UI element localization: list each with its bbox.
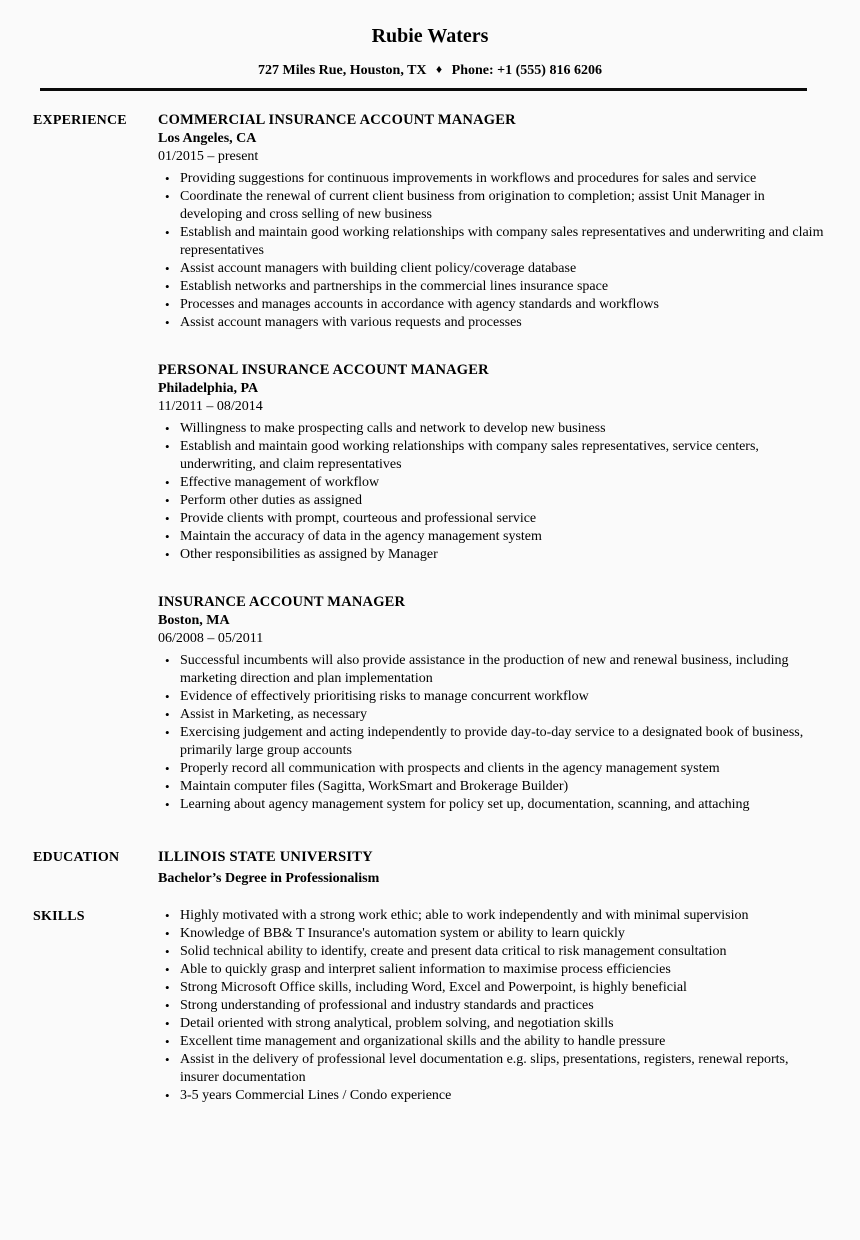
bullet-item: • Effective management of workflow: [158, 474, 830, 492]
section-education: [0, 848, 860, 888]
bullet-item: • Learning about agency management system for policy set up, documentation, scanning, and attaching: [158, 796, 830, 814]
job-entry-personal: [158, 361, 830, 564]
bullet-item: • Detail oriented with strong analytical, problem solving, and negotiation skills: [158, 1015, 830, 1033]
skills-body: [158, 907, 830, 1105]
bullet-item: • Evidence of effectively prioritising risks to manage concurrent workflow: [158, 688, 830, 706]
job-bullet-list: [158, 420, 830, 564]
bullet-item: • Assist in the delivery of professional level documentation e.g. slips, presentations, registers, renewal reports, insurer documentation: [158, 1051, 830, 1087]
job-location: Los Angeles, CA: [158, 131, 257, 146]
job-location: Philadelphia, PA: [158, 381, 259, 396]
bullet-item: • Successful incumbents will also provide assistance in the production of new and renewal business, including marketing direction and plan implementation: [158, 652, 830, 688]
job-entry-insurance: [158, 593, 830, 814]
job-bullet-list: [158, 170, 830, 332]
bullet-item: • Highly motivated with a strong work ethic; able to work independently and with minimal supervision: [158, 907, 830, 925]
education-body: [158, 848, 830, 888]
bullet-item: • Maintain the accuracy of data in the agency management system: [158, 528, 830, 546]
experience-label: EXPERIENCE: [33, 113, 127, 128]
bullet-item: • Exercising judgement and acting independently to provide day-to-day service to a designated book of business, primarily large group accounts: [158, 724, 830, 760]
job-dates: 11/2011 – 08/2014: [158, 399, 263, 414]
bullet-item: • Properly record all communication with prospects and clients in the agency management system: [158, 760, 830, 778]
job-location: Boston, MA: [158, 613, 230, 628]
phone-text: Phone: +1 (555) 816 6206: [451, 63, 602, 78]
bullet-item: • Solid technical ability to identify, create and present data critical to risk management consultation: [158, 943, 830, 961]
bullet-item: • Perform other duties as assigned: [158, 492, 830, 510]
job-title: COMMERCIAL INSURANCE ACCOUNT MANAGER: [158, 112, 516, 128]
section-skills: [0, 907, 860, 1105]
bullet-item: • Providing suggestions for continuous improvements in workflows and procedures for sales and service: [158, 170, 830, 188]
bullet-item: • Establish networks and partnerships in the commercial lines insurance space: [158, 278, 830, 296]
bullet-item: • Coordinate the renewal of current client business from origination to completion; assist Unit Manager in developing and cross selling of new business: [158, 188, 830, 224]
job-bullet-list: [158, 652, 830, 814]
bullet-item: • Assist in Marketing, as necessary: [158, 706, 830, 724]
bullet-item: • Processes and manages accounts in accordance with agency standards and workflows: [158, 296, 830, 314]
school-name: ILLINOIS STATE UNIVERSITY: [158, 849, 373, 865]
bullet-item: • Provide clients with prompt, courteous and professional service: [158, 510, 830, 528]
job-entry-commercial: [158, 111, 830, 332]
section-experience: [0, 111, 860, 814]
bullet-item: • Strong understanding of professional and industry standards and practices: [158, 997, 830, 1015]
job-dates: 06/2008 – 05/2011: [158, 631, 264, 646]
bullet-item: • 3-5 years Commercial Lines / Condo experience: [158, 1087, 830, 1105]
degree-name: Bachelor’s Degree in Professionalism: [158, 871, 380, 886]
bullet-item: • Knowledge of BB& T Insurance's automation system or ability to learn quickly: [158, 925, 830, 943]
contact-line: [0, 61, 860, 79]
bullet-item: • Able to quickly grasp and interpret salient information to maximise process efficiencies: [158, 961, 830, 979]
bullet-item: • Strong Microsoft Office skills, including Word, Excel and Powerpoint, is highly beneficial: [158, 979, 830, 997]
resume-header: [0, 0, 860, 91]
job-title: PERSONAL INSURANCE ACCOUNT MANAGER: [158, 362, 489, 378]
header-divider: [40, 88, 807, 91]
diamond-separator-icon: ♦: [436, 62, 443, 76]
address-text: 727 Miles Rue, Houston, TX: [258, 63, 427, 78]
bullet-item: • Establish and maintain good working relationships with company sales representatives, service centers, underwriting, and claim representatives: [158, 438, 830, 474]
candidate-name: Rubie Waters: [371, 25, 489, 47]
bullet-item: • Willingness to make prospecting calls and network to develop new business: [158, 420, 830, 438]
bullet-item: • Maintain computer files (Sagitta, WorkSmart and Brokerage Builder): [158, 778, 830, 796]
skills-label: SKILLS: [33, 909, 85, 924]
job-dates: 01/2015 – present: [158, 149, 259, 164]
bullet-item: • Excellent time management and organizational skills and the ability to handle pressure: [158, 1033, 830, 1051]
experience-body: [158, 111, 830, 814]
bullet-item: • Assist account managers with various requests and processes: [158, 314, 830, 332]
bullet-item: • Assist account managers with building client policy/coverage database: [158, 260, 830, 278]
bullet-item: • Establish and maintain good working relationships with company sales representatives and underwriting and claim representatives: [158, 224, 830, 260]
job-title: INSURANCE ACCOUNT MANAGER: [158, 594, 406, 610]
skills-bullet-list: [158, 907, 830, 1105]
bullet-item: • Other responsibilities as assigned by Manager: [158, 546, 830, 564]
education-label: EDUCATION: [33, 850, 120, 865]
